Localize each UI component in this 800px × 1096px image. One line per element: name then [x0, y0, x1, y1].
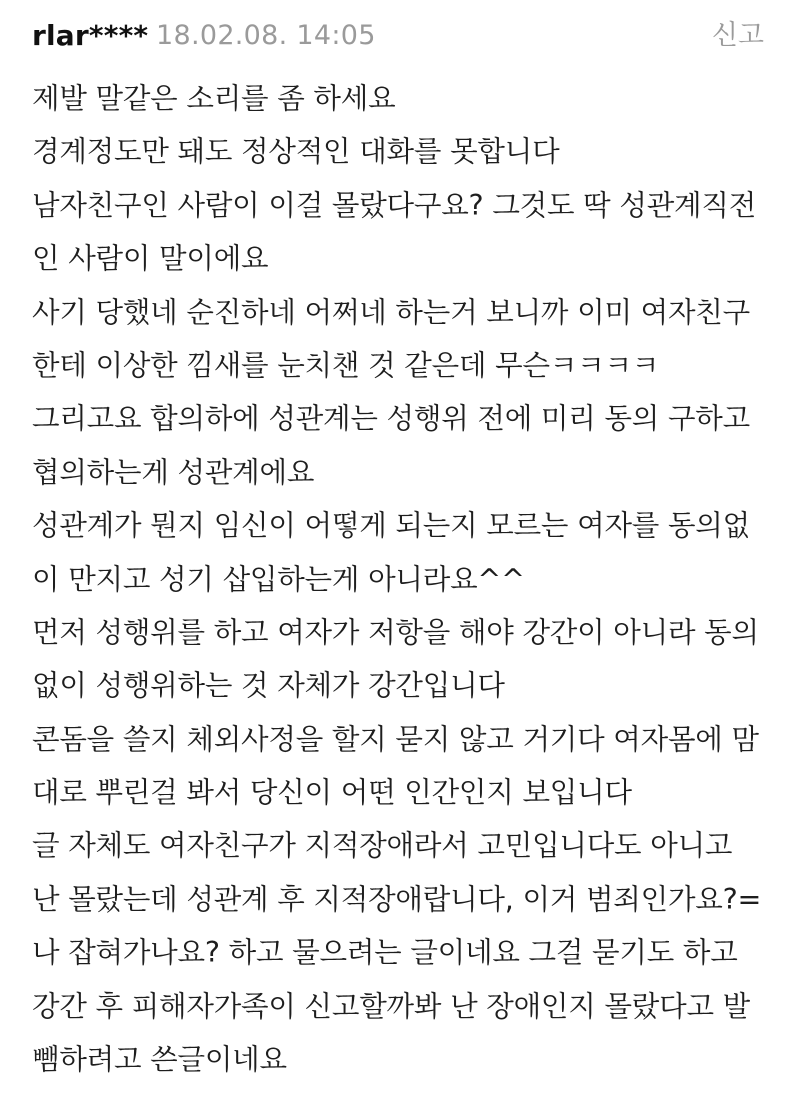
comment-line: 그리고요 합의하에 성관계는 성행위 전에 미리 동의 구하고: [32, 402, 750, 436]
comment-line: 대로 뿌린걸 봐서 당신이 어떤 인간인지 보입니다: [32, 776, 632, 810]
comment-header: [32, 0, 764, 72]
comment-line: 이 만지고 성기 삽입하는게 아니라요^^: [32, 562, 525, 596]
comment-line: 글 자체도 여자친구가 지적장애라서 고민입니다도 아니고: [32, 829, 733, 863]
comment-line: 한테 이상한 낌새를 눈치챈 것 같은데 무슨ㅋㅋㅋㅋ: [32, 348, 660, 382]
comment-timestamp: 18.02.08. 14:05: [156, 20, 376, 51]
comment-line: 콘돔을 쓸지 체외사정을 할지 묻지 않고 거기다 여자몸에 맘: [32, 722, 759, 756]
comment-line: 없이 성행위하는 것 자체가 강간입니다: [32, 669, 505, 703]
comment-line: 강간 후 피해자가족이 신고할까봐 난 장애인지 몰랐다고 발: [32, 989, 750, 1023]
comment-line: 경계정도만 돼도 정상적인 대화를 못합니다: [32, 135, 560, 169]
comment-line: 남자친구인 사람이 이걸 몰랐다구요? 그것도 딱 성관계직전: [32, 188, 757, 222]
comment-line: 나 잡혀가나요? 하고 물으려는 글이네요 그걸 묻기도 하고: [32, 936, 738, 970]
comment-line: 사기 당했네 순진하네 어쩌네 하는거 보니까 이미 여자친구: [32, 295, 750, 329]
comment-line: 제발 말같은 소리를 좀 하세요: [32, 82, 396, 115]
comment-line: 인 사람이 말이에요: [32, 242, 269, 276]
author-name[interactable]: rlar****: [32, 19, 149, 52]
comment-line: 난 몰랐는데 성관계 후 지적장애랍니다, 이거 범죄인가요?=: [32, 882, 762, 916]
report-button[interactable]: 신고: [711, 20, 764, 51]
comment-line: 협의하는게 성관계에요: [32, 455, 315, 489]
comment-line: 뺌하려고 쓴글이네요: [32, 1043, 287, 1077]
comment-body: [32, 72, 764, 1086]
comment-line: 성관계가 뭔지 임신이 어떻게 되는지 모르는 여자를 동의없: [32, 509, 750, 543]
comment-line: 먼저 성행위를 하고 여자가 저항을 해야 강간이 아니라 동의: [32, 615, 759, 649]
